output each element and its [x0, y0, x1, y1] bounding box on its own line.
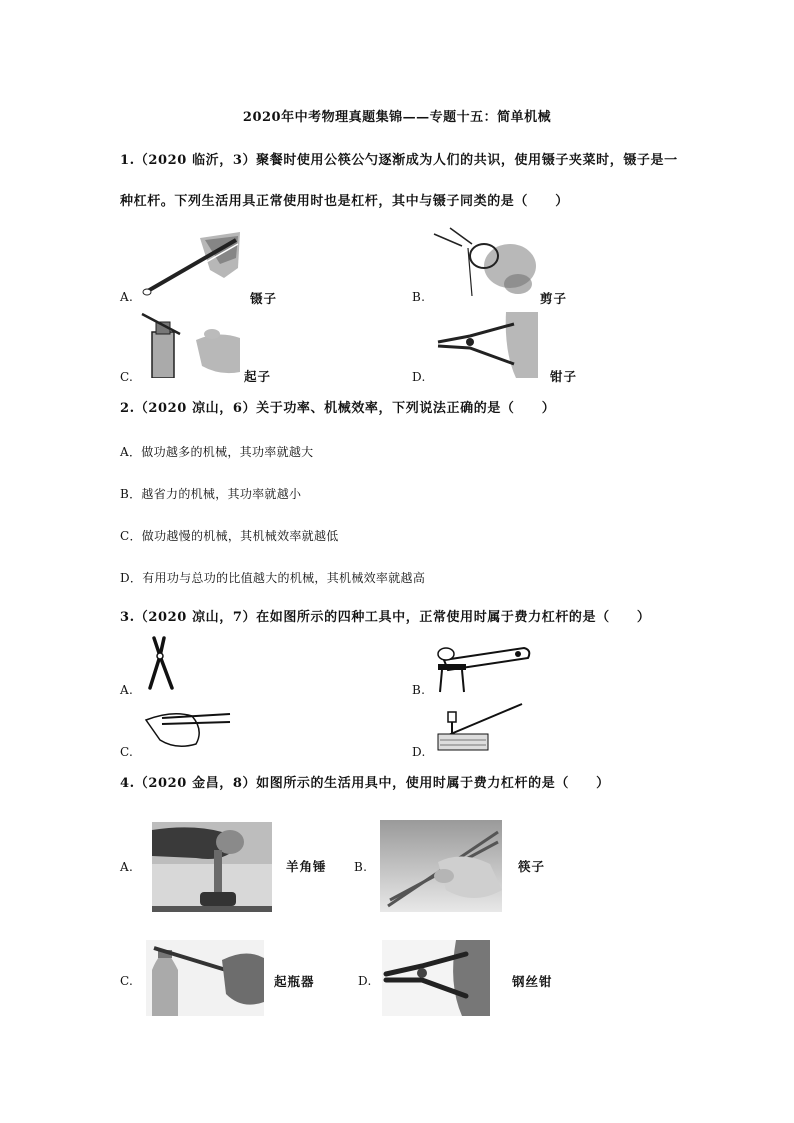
- q2-option-a: A．做功越多的机械，其功率就越大: [120, 445, 314, 459]
- document-title: 2020年中考物理真题集锦——专题十五：简单机械: [242, 110, 552, 125]
- q1-option-c-caption: 起子: [244, 369, 272, 384]
- q3-option-a-letter: A.: [120, 683, 134, 697]
- q3-option-c-letter: C.: [120, 745, 134, 759]
- chopsticks-photo: [380, 820, 502, 912]
- q1-stem-line1: 1.（2020 临沂，3）聚餐时使用公筷公勺逐渐成为人们的共识，使用镊子夹菜时，镊子是一: [120, 153, 678, 168]
- q3-crowbar-image: [434, 700, 524, 752]
- q4-option-c-caption: 起瓶器: [274, 974, 315, 989]
- q2-option-d: D．有用功与总功的比值越大的机械，其机械效率就越高: [120, 571, 426, 585]
- q1-option-a-caption: 镊子: [250, 291, 278, 306]
- q4-option-a-letter: A.: [120, 860, 134, 874]
- q4-option-b-caption: 筷子: [518, 859, 546, 874]
- q3-chopsticks-image: [142, 706, 232, 750]
- q3-option-b-letter: B.: [412, 683, 426, 697]
- q1-option-b-letter: B.: [412, 290, 426, 304]
- q4-option-c-letter: C.: [120, 974, 134, 988]
- bottle-opener-image: [140, 312, 240, 378]
- q4-option-a-caption: 羊角锤: [286, 859, 327, 874]
- q3-pliers-image: [140, 636, 184, 692]
- pliers-image: [434, 312, 538, 378]
- tweezers-image: [140, 228, 250, 300]
- q4-option-d-letter: D.: [358, 974, 372, 988]
- q2-option-b: B．越省力的机械，其功率就越小: [120, 487, 302, 501]
- q1-option-b-caption: 剪子: [540, 291, 568, 306]
- claw-hammer-photo: [152, 822, 272, 912]
- q3-option-d-letter: D.: [412, 745, 426, 759]
- bottle-opener-photo: [146, 940, 264, 1016]
- q3-nutcracker-image: [432, 640, 532, 694]
- wire-pliers-photo: [382, 940, 490, 1016]
- q4-option-d-caption: 钢丝钳: [512, 974, 553, 989]
- q1-stem-line2: 种杠杆。下列生活用具正常使用时也是杠杆，其中与镊子同类的是（ ）: [120, 194, 569, 209]
- scissors-image: [432, 226, 542, 300]
- q2-option-c: C．做功越慢的机械，其机械效率就越低: [120, 529, 339, 543]
- q2-stem: 2.（2020 凉山，6）关于功率、机械效率，下列说法正确的是（ ）: [120, 401, 556, 416]
- q1-option-d-letter: D.: [412, 370, 426, 384]
- q1-option-d-caption: 钳子: [550, 369, 578, 384]
- q4-option-b-letter: B.: [354, 860, 368, 874]
- q4-stem: 4.（2020 金昌，8）如图所示的生活用具中，使用时属于费力杠杆的是（ ）: [120, 776, 610, 791]
- q1-option-a-letter: A.: [120, 290, 134, 304]
- q1-option-c-letter: C.: [120, 370, 134, 384]
- q3-stem: 3.（2020 凉山，7）在如图所示的四种工具中，正常使用时属于费力杠杆的是（ ）: [120, 610, 651, 625]
